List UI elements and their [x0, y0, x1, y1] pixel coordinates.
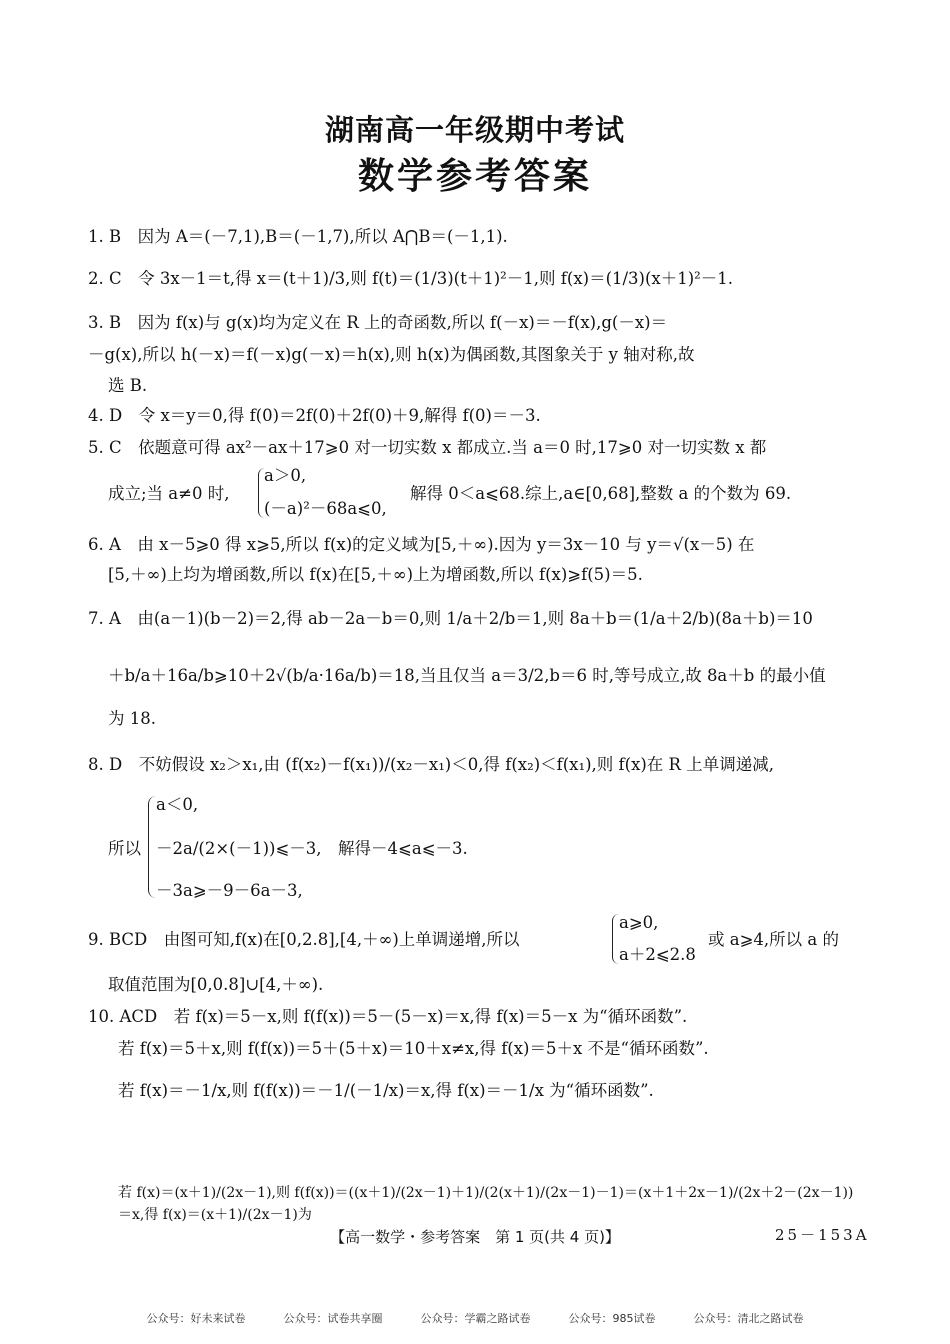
answer-9-line2: 取值范围为[0,0.8]∪[4,＋∞). — [108, 975, 324, 994]
page-subtitle: 数学参考答案 — [357, 156, 592, 197]
watermark: 公众号：学霸之路试卷 — [420, 1312, 531, 1325]
answer-8-case2: －2a/(2×(－1))⩽－3, 解得－4⩽a⩽－3. — [156, 839, 468, 858]
answer-10-line1: 10. ACD 若 f(x)＝5－x,则 f(f(x))＝5－(5－x)＝x,得 f(x)＝5－x 为“循环函数”. — [88, 1007, 688, 1026]
answer-9-case1: a⩾0, — [619, 913, 659, 932]
answer-7-line3: 为 18. — [108, 709, 156, 728]
case-brace — [148, 796, 156, 898]
watermark-row — [0, 1310, 950, 1326]
watermark: 公众号：清北之路试卷 — [693, 1312, 804, 1325]
watermark: 公众号：好未来试卷 — [146, 1312, 246, 1325]
watermark: 公众号：试卷共享圈 — [283, 1312, 383, 1325]
watermark: 公众号：985试卷 — [568, 1312, 656, 1325]
answer-5-case1: a＞0, — [264, 466, 307, 485]
answer-3-line3: 选 B. — [108, 376, 148, 395]
answer-5-post: 解得 0＜a⩽68.综上,a∈[0,68],整数 a 的个数为 69. — [410, 484, 792, 503]
answer-9-case2: a＋2⩽2.8 — [619, 945, 696, 964]
answer-7-line1: 7. A 由(a－1)(b－2)＝2,得 ab－2a－b＝0,则 1/a＋2/b＝1,则 8a＋b＝(1/a＋2/b)(8a＋b)＝10 — [88, 609, 813, 628]
answer-10-line4: 若 f(x)＝(x＋1)/(2x－1),则 f(f(x))＝((x＋1)/(2x－1)＋1)/(2(x＋1)/(2x－1)－1)＝(x＋1＋2x－1)/(2x＋2－(2x－1))＝x,得 f(x)＝(x＋1)/(2x－1)为 — [118, 1185, 854, 1223]
answer-6-line2: [5,＋∞)上均为增函数,所以 f(x)在[5,＋∞)上为增函数,所以 f(x)⩾f(5)＝5. — [108, 565, 643, 584]
answer-8-pre: 所以 — [108, 839, 141, 858]
answer-7-line2: ＋b/a＋16a/b⩾10＋2√(b/a·16a/b)＝18,当且仅当 a＝3/2,b＝6 时,等号成立,故 8a＋b 的最小值 — [108, 666, 826, 685]
answer-10-line3: 若 f(x)＝－1/x,则 f(f(x))＝－1/(－1/x)＝x,得 f(x)＝－1/x 为“循环函数”. — [118, 1081, 654, 1100]
answer-5-pre: 成立;当 a≠0 时, — [108, 484, 230, 503]
answer-9-pre: 9. BCD 由图可知,f(x)在[0,2.8],[4,＋∞)上单调递增,所以 — [88, 930, 520, 949]
answer-8-line1: 8. D 不妨假设 x₂＞x₁,由 (f(x₂)－f(x₁))/(x₂－x₁)＜0,得 f(x₂)＜f(x₁),则 f(x)在 R 上单调递减, — [88, 755, 774, 774]
answer-10-line2: 若 f(x)＝5＋x,则 f(f(x))＝5＋(5＋x)＝10＋x≠x,得 f(x)＝5＋x 不是“循环函数”. — [118, 1039, 709, 1058]
answer-5-line1: 5. C 依题意可得 ax²－ax＋17⩾0 对一切实数 x 都成立.当 a＝0 时,17⩾0 对一切实数 x 都 — [88, 438, 767, 457]
answer-2: 2. C 令 3x－1＝t,得 x＝(t＋1)/3,则 f(t)＝(1/3)(t＋1)²－1,则 f(x)＝(1/3)(x＋1)²－1. — [88, 269, 734, 288]
document-code: 25－153A — [775, 1226, 870, 1244]
answer-3-line2: －g(x),所以 h(－x)＝f(－x)g(－x)＝h(x),则 h(x)为偶函数,其图象关于 y 轴对称,故 — [88, 345, 695, 364]
page-footer: 【高一数学・参考答案 第 1 页(共 4 页)】 — [330, 1228, 620, 1246]
answer-8-case3: －3a⩾－9－6a－3, — [156, 881, 303, 900]
answer-5-case2: (－a)²－68a⩽0, — [264, 499, 387, 518]
answer-4: 4. D 令 x＝y＝0,得 f(0)＝2f(0)＋2f(0)＋9,解得 f(0)＝－3. — [88, 406, 541, 425]
case-brace — [612, 914, 619, 964]
page-title: 湖南高一年级期中考试 — [324, 113, 625, 147]
answer-9-post: 或 a⩾4,所以 a 的 — [708, 930, 839, 949]
answer-1: 1. B 因为 A＝(－7,1),B＝(－1,7),所以 A⋂B＝(－1,1). — [88, 227, 508, 246]
answer-8-case1: a＜0, — [156, 795, 199, 814]
answer-3-line1: 3. B 因为 f(x)与 g(x)均为定义在 R 上的奇函数,所以 f(－x)＝－f(x),g(－x)＝ — [88, 313, 668, 332]
answer-6-line1: 6. A 由 x－5⩾0 得 x⩾5,所以 f(x)的定义域为[5,＋∞).因为 y＝3x－10 与 y＝√(x－5) 在 — [88, 535, 755, 554]
